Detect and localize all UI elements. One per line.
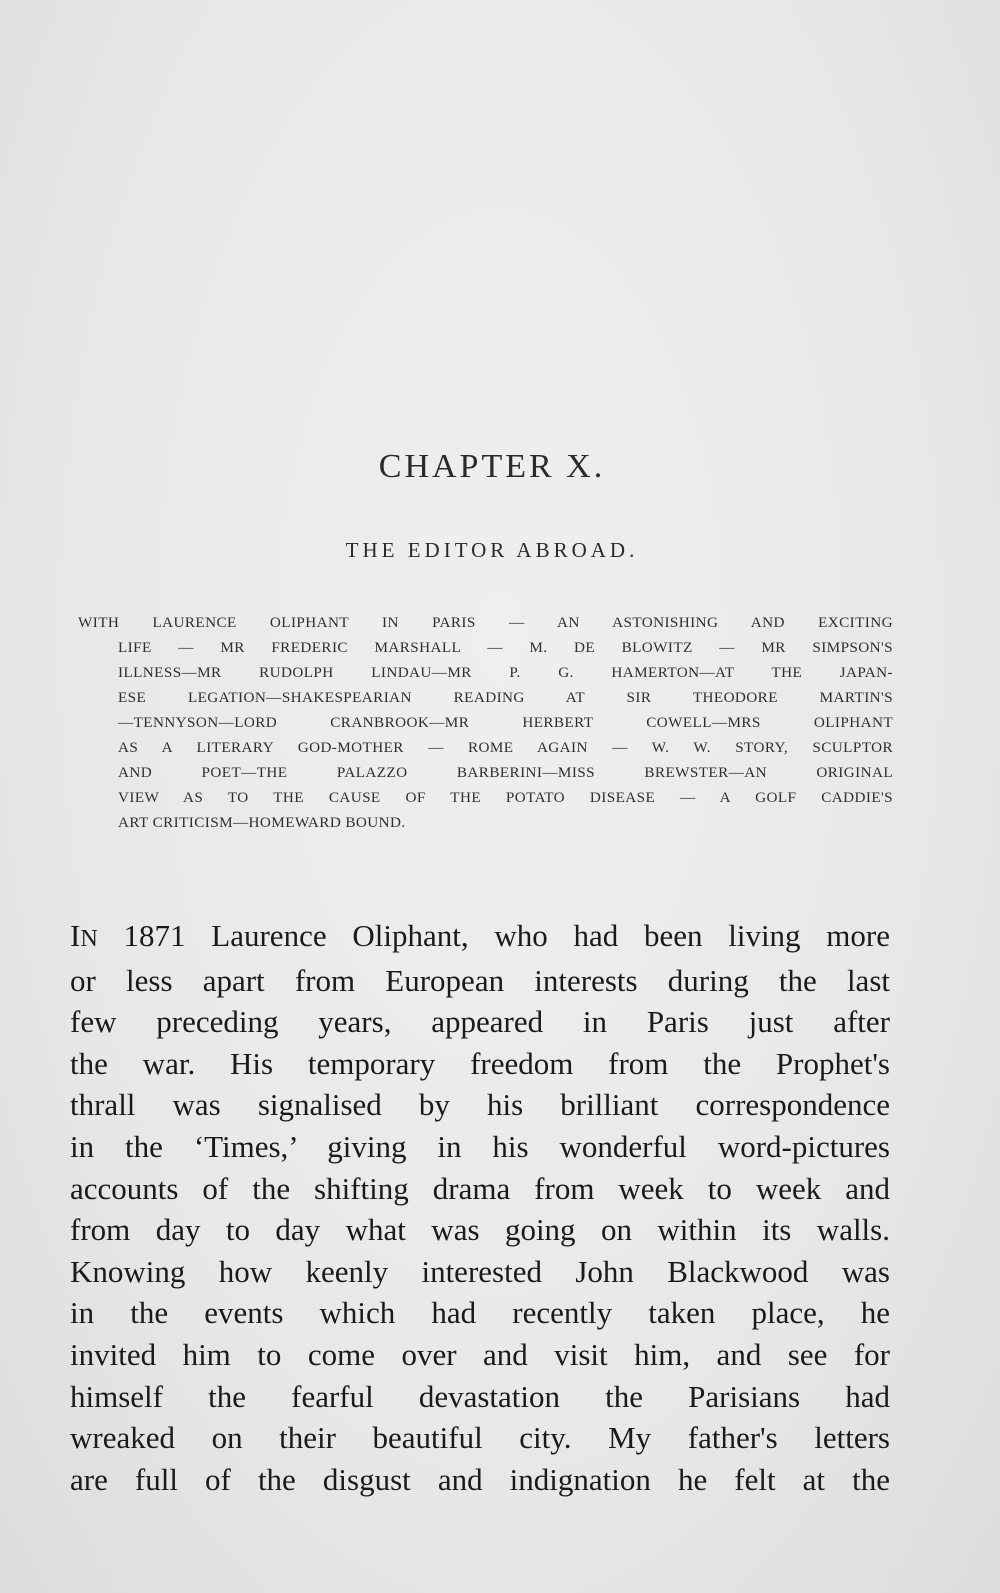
chapter-synopsis [78,610,893,835]
body-line: himself the fearful devastation the Parisians had [70,1378,890,1414]
chapter-title: CHAPTER X. [378,448,606,485]
synopsis-line: —TENNYSON—LORD CRANBROOK—MR HERBERT COWELL—MRS OLIPHANT [118,714,893,731]
synopsis-line: ART CRITICISM—HOMEWARD BOUND. [118,814,406,831]
body-line: accounts of the shifting drama from week to week and [70,1170,890,1206]
first-line-rest: 1871 Laurence Oliphant, who had been living more [97,918,890,953]
body-line: in the events which had recently taken place, he [70,1295,890,1331]
synopsis-line: ILLNESS—MR RUDOLPH LINDAU—MR P. G. HAMERTON—AT THE JAPAN- [118,664,893,681]
body-line: thrall was signalised by his brilliant correspondence [70,1087,890,1123]
body-paragraph [70,915,890,1500]
body-line: Knowing how keenly interested John Blackwood was [70,1253,890,1289]
body-line: wreaked on their beautiful city. My father's letters [70,1420,890,1456]
synopsis-line: AS A LITERARY GOD-MOTHER — ROME AGAIN — W. W. STORY, SCULPTOR [118,739,893,756]
body-line: the war. His temporary freedom from the Prophet's [70,1045,890,1081]
body-line-first [70,915,890,960]
body-line: invited him to come over and visit him, and see for [70,1336,890,1372]
body-line: few preceding years, appeared in Paris just after [70,1004,890,1040]
body-line: in the ‘Times,’ giving in his wonderful word-pictures [70,1128,890,1164]
dropcap-rest: N [80,925,98,952]
body-line: from day to day what was going on within its walls. [70,1212,890,1248]
synopsis-line: LIFE — MR FREDERIC MARSHALL — M. DE BLOWITZ — MR SIMPSON'S [118,639,893,656]
synopsis-line: VIEW AS TO THE CAUSE OF THE POTATO DISEASE — A GOLF CADDIE'S [118,789,893,806]
synopsis-line: ESE LEGATION—SHAKESPEARIAN READING AT SIR THEODORE MARTIN'S [118,689,893,706]
synopsis-line: AND POET—THE PALAZZO BARBERINI—MISS BREWSTER—AN ORIGINAL [118,764,893,781]
dropcap-letter: I [70,918,81,953]
body-line: or less apart from European interests during the last [70,962,890,998]
synopsis-line: WITH LAURENCE OLIPHANT IN PARIS — AN ASTONISHING AND EXCITING [78,614,893,631]
body-line: are full of the disgust and indignation he felt at the [70,1461,890,1497]
chapter-subtitle: THE EDITOR ABROAD. [345,538,639,562]
